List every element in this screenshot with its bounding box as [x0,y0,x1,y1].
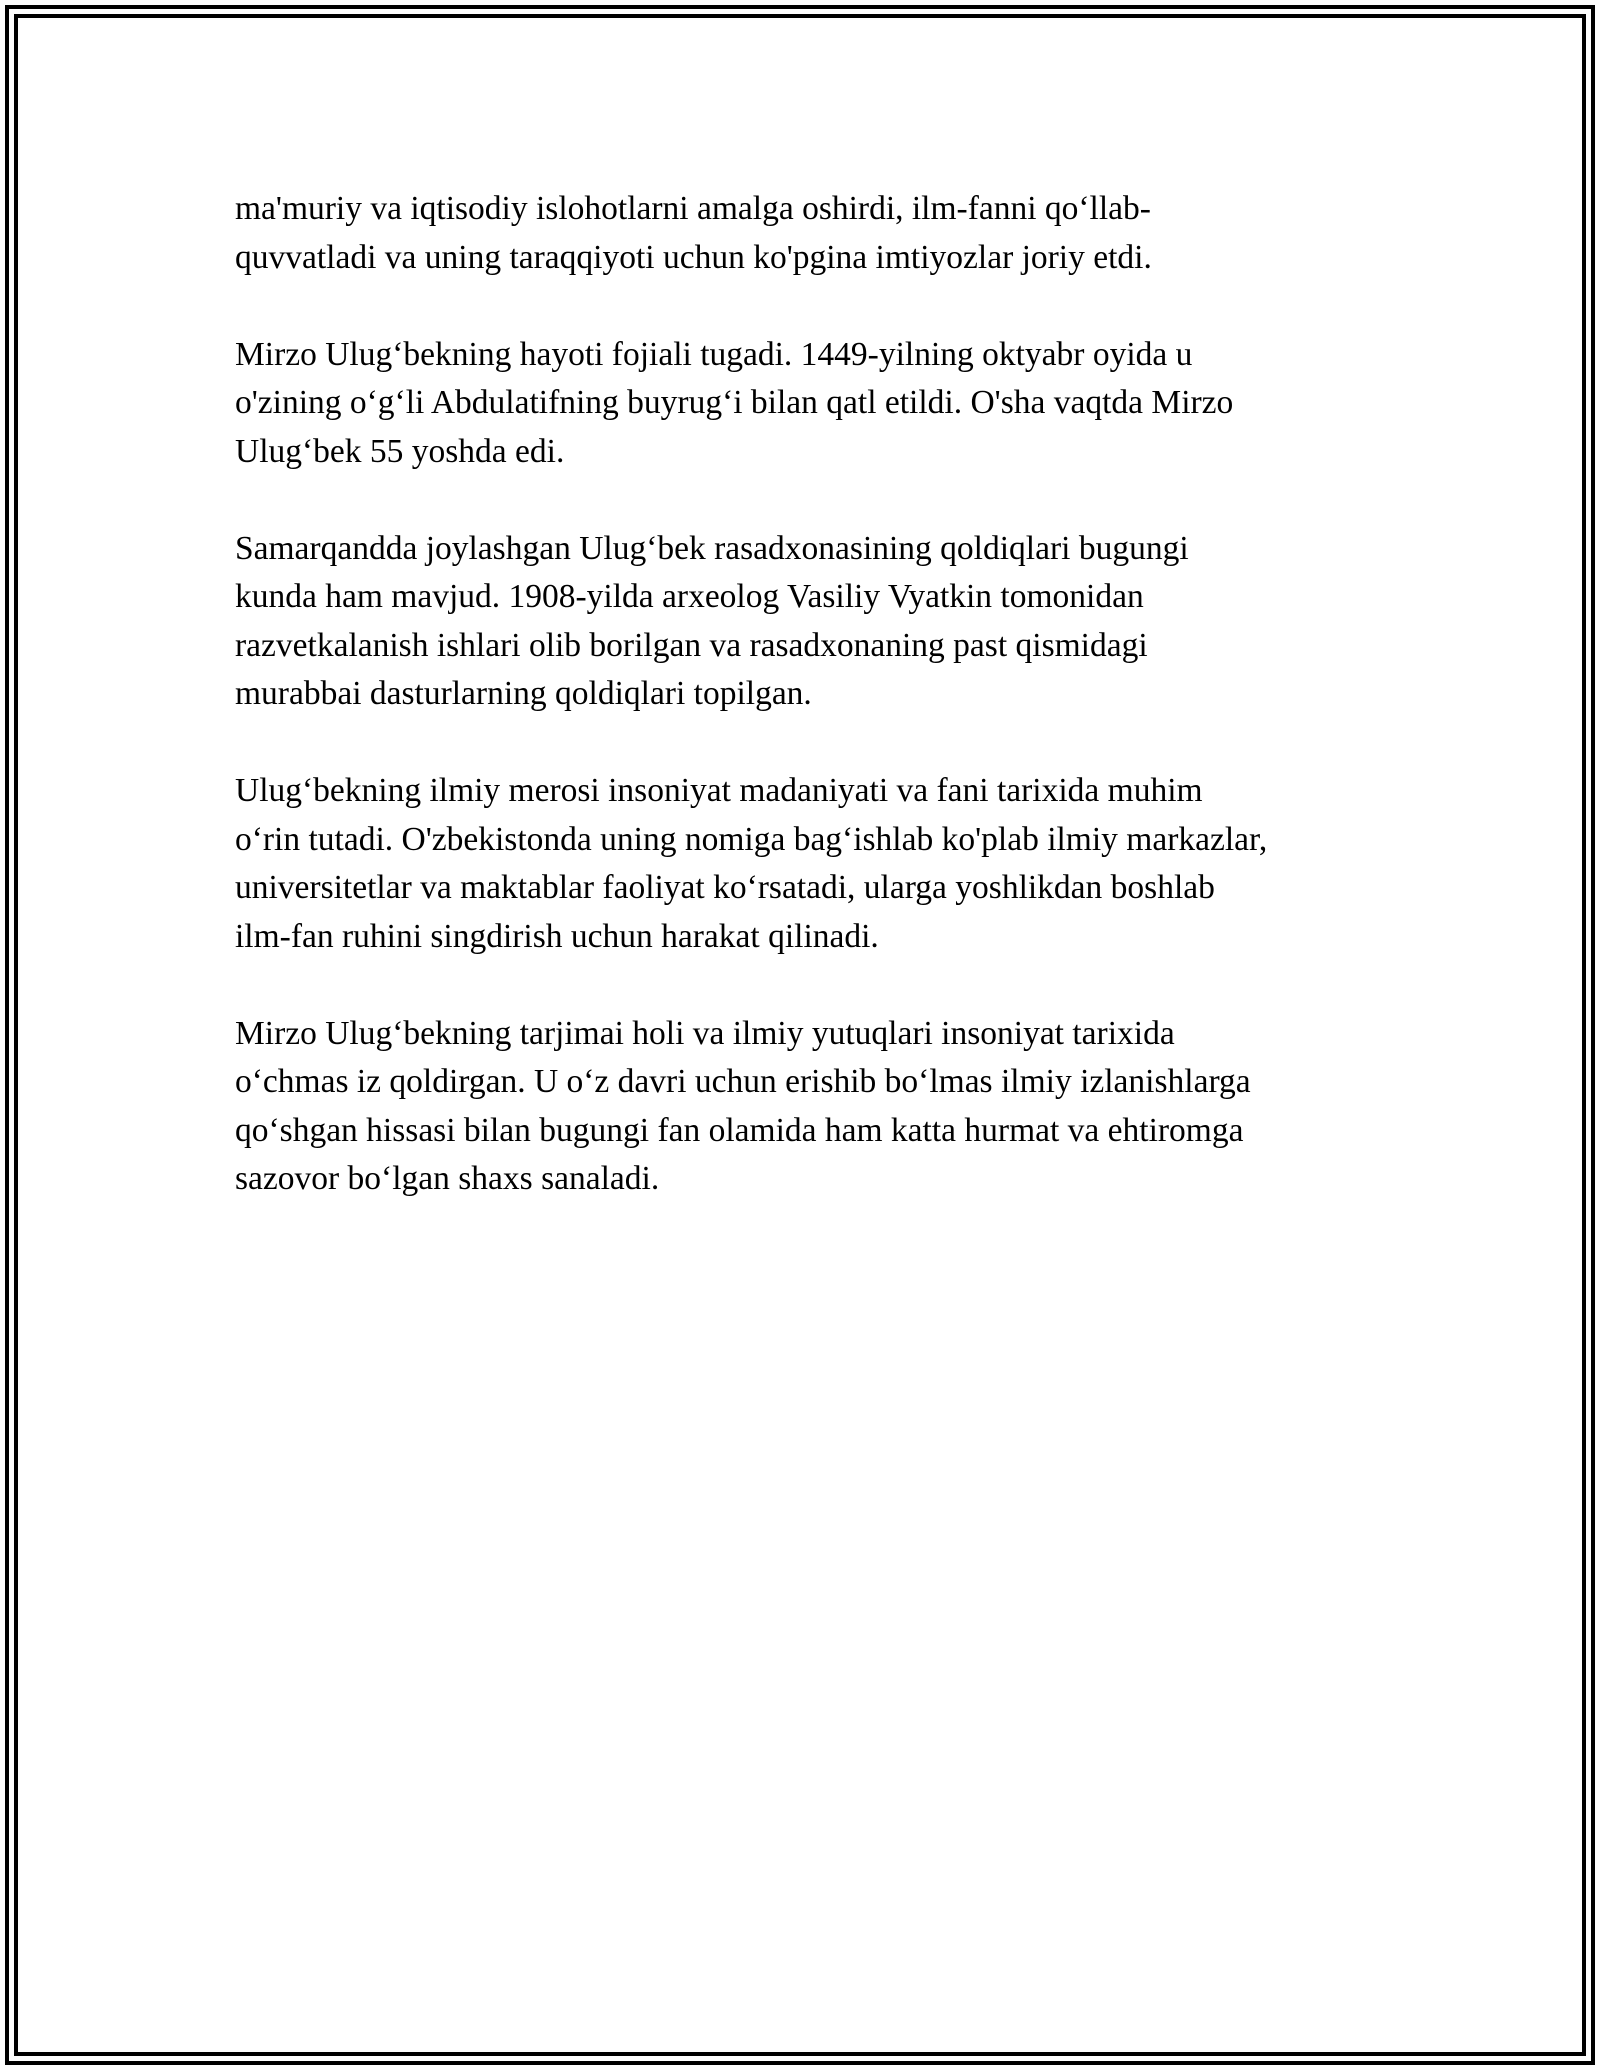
text-line: Ulug‘bek 55 yoshda edi. [235,432,565,470]
text-line: ma'muriy va iqtisodiy islohotlarni amalga oshirdi, ilm-fanni qo‘llab- [235,190,1151,227]
text-line: o‘rin tutadi. O'zbekistonda uning nomiga bag‘ishlab ko'plab ilmiy markazlar, [235,820,1268,858]
paragraph-5 [235,1010,1375,1204]
text-line: quvvatladi va uning taraqqiyoti uchun ko'pgina imtiyozlar joriy etdi. [235,238,1152,276]
document-body [235,185,1375,1252]
paragraph-4 [235,767,1375,961]
text-line: Mirzo Ulug‘bekning tarjimai holi va ilmiy yutuqlari insoniyat tarixida [235,1014,1175,1052]
text-line: kunda ham mavjud. 1908-yilda arxeolog Vasiliy Vyatkin tomonidan [235,578,1144,615]
text-line: Samarqandda joylashgan Ulug‘bek rasadxonasining qoldiqlari bugungi [235,529,1189,567]
text-line: Mirzo Ulug‘bekning hayoti fojiali tugadi. 1449-yilning oktyabr oyida u [235,335,1193,373]
paragraph-2 [235,331,1375,477]
text-line: Ulug‘bekning ilmiy merosi insoniyat madaniyati va fani tarixida muhim [235,772,1203,809]
text-line: murabbai dasturlarning qoldiqlari topilgan. [235,675,812,712]
text-line: universitetlar va maktablar faoliyat ko‘rsatadi, ularga yoshlikdan boshlab [235,869,1215,906]
text-line: razvetkalanish ishlari olib borilgan va rasadxonaning past qismidagi [235,626,1148,664]
text-line: sazovor bo‘lgan shaxs sanaladi. [235,1160,660,1197]
text-line: o‘chmas iz qoldirgan. U o‘z davri uchun erishib bo‘lmas ilmiy izlanishlarga [235,1063,1251,1100]
paragraph-3 [235,525,1375,719]
paragraph-1 [235,185,1375,282]
text-line: o'zining o‘g‘li Abdulatifning buyrug‘i bilan qatl etildi. O'sha vaqtda Mirzo [235,384,1234,421]
text-line: qo‘shgan hissasi bilan bugungi fan olamida ham katta hurmat va ehtiromga [235,1111,1244,1149]
text-line: ilm-fan ruhini singdirish uchun harakat qilinadi. [235,917,879,955]
